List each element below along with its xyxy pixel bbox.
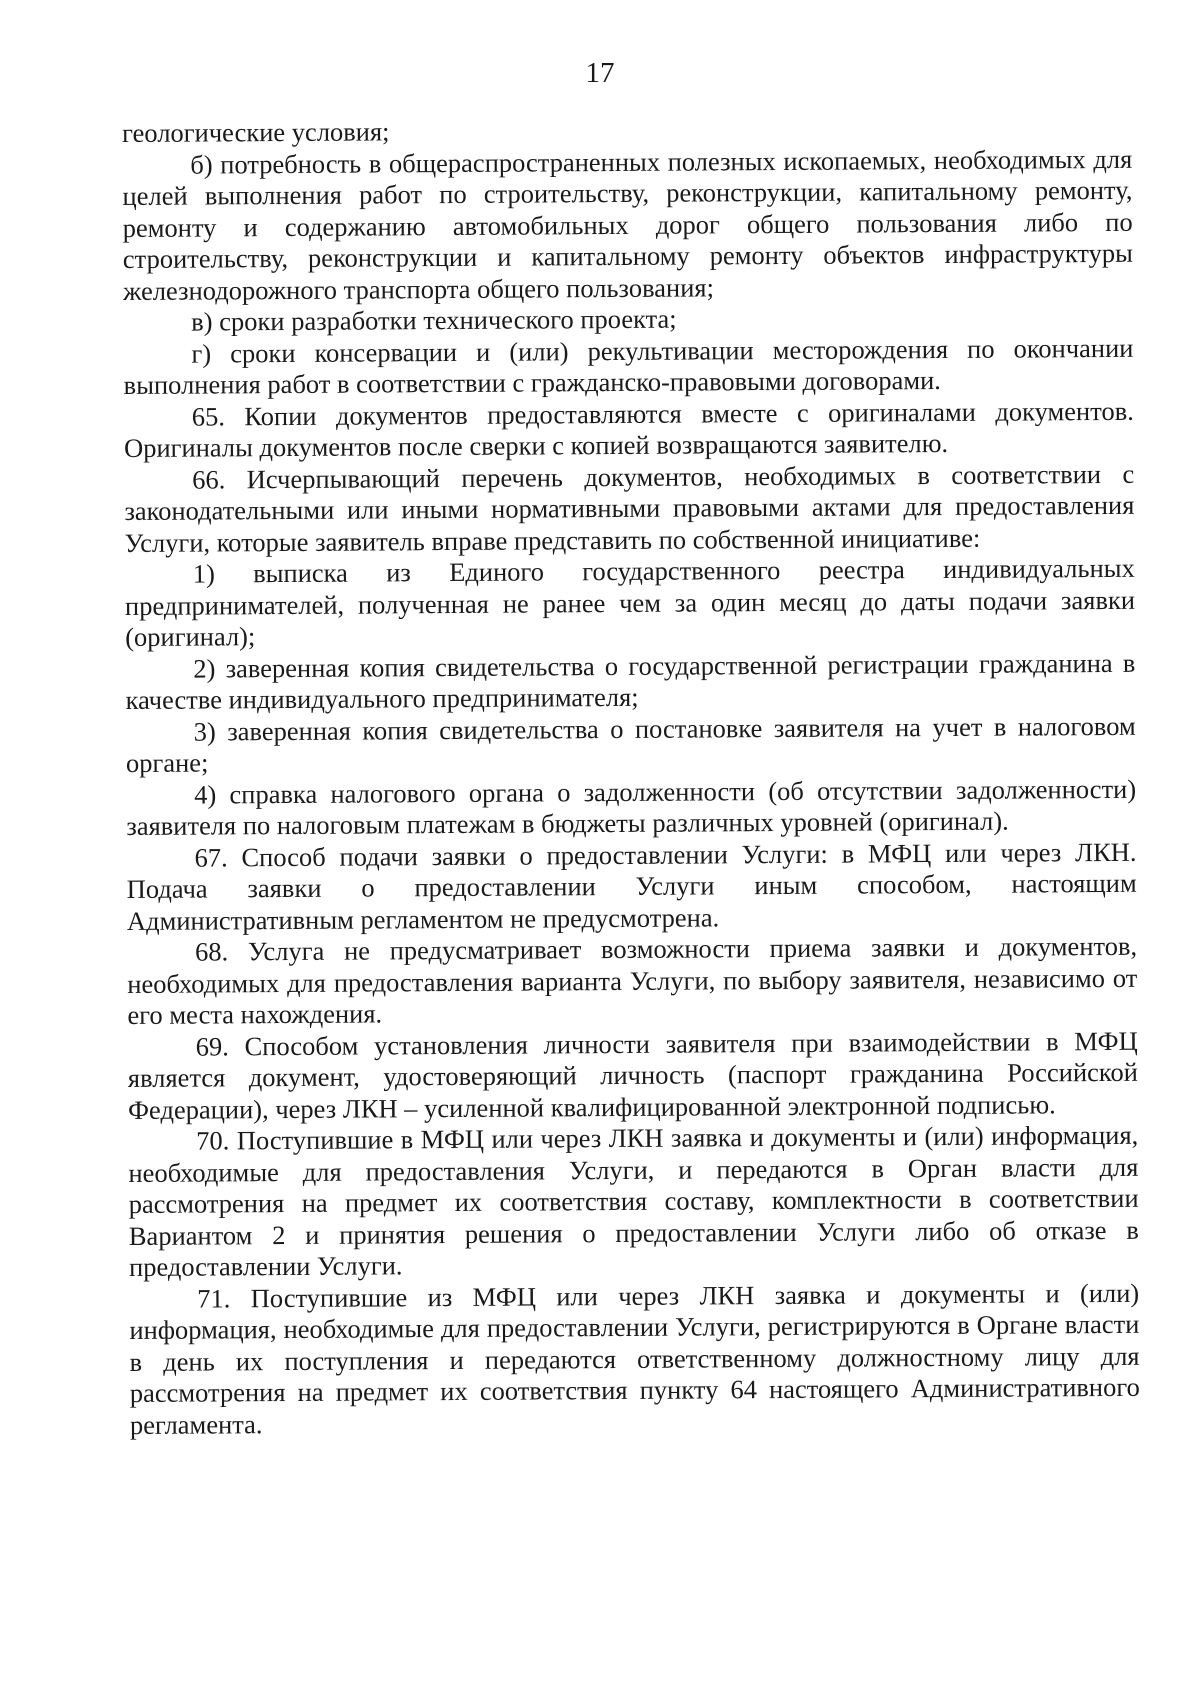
document-body — [122, 112, 1140, 1441]
paragraph-70: 70. Поступившие в МФЦ или через ЛКН заявка и документы и (или) информация, необходимые для предоставления Услуги, и передаются в Орган власти для рассмотрения на предмет их соответствия составу, комплектности в соответствии Вариантом 2 и принятия решения о предоставлении Услуги либо об отказе в предоставлении Услуги. — [128, 1119, 1139, 1282]
paragraph-68: 68. Услуга не предусматривает возможности приема заявки и документов, необходимых для предоставления варианта Услуги, по выбору заявителя, независимо от его места нахождения. — [127, 930, 1138, 1030]
paragraph-66-item-4: 4) справка налогового органа о задолженности (об отсутствии задолженности) заявителя по налоговым платежам в бюджеты различных уровней (оригинал). — [126, 773, 1137, 841]
paragraph-66-item-1: 1) выписка из Единого государственного реестра индивидуальных предпринимателей, полученная не ранее чем за один месяц до даты подачи заявки (оригинал); — [124, 552, 1136, 652]
paragraph-item-v: в) сроки разработки технического проекта; — [191, 303, 677, 337]
paragraph-item-g: г) сроки консервации и (или) рекультивации месторождения по окончании выполнения работ в соответствии с гражданско-правовыми договорами. — [123, 332, 1134, 400]
paragraph-71: 71. Поступившие из МФЦ или через ЛКН заявка и документы и (или) информация, необходимые для предоставлении Услуги, регистрируются в Органе власти в день их поступления и передаются ответственному должностному лицу для рассмотрения на предмет их соответствия пункту 64 настоящего Административного регламента. — [129, 1277, 1140, 1440]
paragraph-66: 66. Исчерпывающий перечень документов, необходимых в соответствии с законодательными или иными нормативными правовыми актами для предоставления Услуги, которые заявитель вправе представить по собственной инициативе: — [124, 458, 1135, 558]
paragraph-66-item-2: 2) заверенная копия свидетельства о государственной регистрации гражданина в качестве индивидуального предпринимателя; — [125, 647, 1136, 715]
paragraph-65: 65. Копии документов предоставляются вместе с оригиналами документов. Оригиналы документов после сверки с копией возвращаются заявителю. — [123, 395, 1134, 463]
page-number: 17 — [585, 57, 615, 89]
paragraph-66-item-3: 3) заверенная копия свидетельства о постановке заявителя на учет в налоговом органе; — [125, 710, 1136, 778]
paragraph-67: 67. Способ подачи заявки о предоставлении Услуги: в МФЦ или через ЛКН. Подача заявки о предоставлении Услуги иным способом, настоящим Административным регламентом не предусмотрена. — [126, 836, 1137, 936]
paragraph-item-b: б) потребность в общераспространенных полезных ископаемых, необходимых для целей выполнения работ по строительству, реконструкции, капитальному ремонту, ремонту и содержанию автомобильных дорог общего пользования либо по строительству, реконструкции и капитальному ремонту объектов инфраструктуры железнодорожного транспорта общего пользования; — [122, 143, 1133, 306]
paragraph-69: 69. Способом установления личности заявителя при взаимодействии в МФЦ является документ, удостоверяющий личность (паспорт гражданина Российской Федерации), через ЛКН – усиленной квалифицированной электронной подписью. — [127, 1025, 1138, 1125]
paragraph-geological-conditions: геологические условия; — [122, 116, 390, 148]
